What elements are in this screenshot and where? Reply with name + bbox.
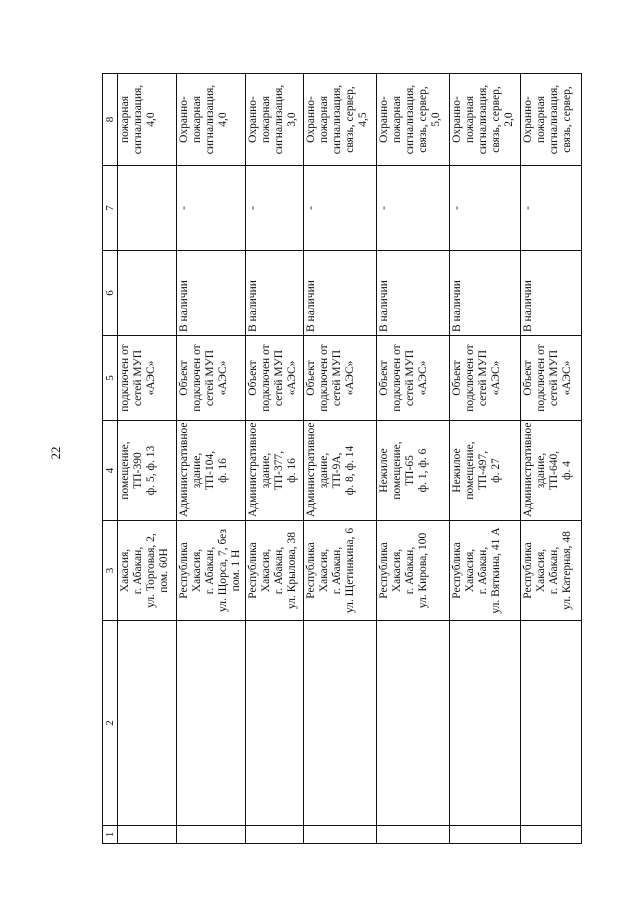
cell-text-line: Республика <box>177 542 190 599</box>
cell-text-line: ул. Щетинкина, 6 <box>344 527 357 614</box>
cell-text-line: 5,0 <box>430 112 443 127</box>
cell-col-4 <box>118 421 177 521</box>
cell-text-line: - <box>522 206 535 210</box>
cell-text-line: сетей МУП <box>203 349 216 407</box>
cell-text-line: Охранно- <box>305 96 318 143</box>
table-row <box>245 74 304 844</box>
table-row <box>521 74 582 844</box>
cell-text-line: ф. 5, ф. 13 <box>145 445 157 496</box>
cell-text-line: связь, сервер, <box>417 86 430 153</box>
cell-col-8 <box>304 74 377 166</box>
cell-text-line: ТП-377, <box>272 450 285 491</box>
cell-text-line: Хакасия, <box>391 548 404 593</box>
cell-text-line: пожарная <box>464 96 477 143</box>
cell-text-line: г. Абакан, <box>331 546 344 595</box>
cell-text-line: Объект <box>378 360 391 396</box>
cell-col-5 <box>377 336 450 421</box>
cell-col-5 <box>304 336 377 421</box>
cell-text-line: - <box>305 206 318 210</box>
cell-text-line: 4,0 <box>145 112 157 127</box>
header-col-6: 6 <box>103 251 118 336</box>
cell-col-2 <box>304 621 377 826</box>
cell-col-1 <box>304 826 377 844</box>
cell-text-line: «АЭС» <box>344 360 357 396</box>
cell-col-2 <box>450 621 521 826</box>
cell-text-line: - <box>378 206 391 210</box>
cell-col-5 <box>521 336 582 421</box>
cell-col-5 <box>118 336 177 421</box>
cell-text-line: Охранно- <box>246 96 259 143</box>
cell-col-6 <box>521 251 582 336</box>
cell-text-line: помещение, <box>391 441 404 500</box>
table-container <box>102 74 582 844</box>
cell-col-8 <box>377 74 450 166</box>
cell-text-line: 3,0 <box>285 112 298 127</box>
cell-text-line: ТП-9А, <box>331 452 344 489</box>
cell-text-line: сигнализация, <box>203 84 216 155</box>
header-col-3: 3 <box>103 521 118 621</box>
cell-col-2 <box>377 621 450 826</box>
cell-col-6 <box>118 251 177 336</box>
cell-text-line: Республика <box>378 542 391 599</box>
cell-text-line: 4,0 <box>216 112 229 127</box>
cell-text-line: Хакасия, <box>119 548 131 593</box>
cell-col-4 <box>245 421 304 521</box>
cell-col-7 <box>304 166 377 251</box>
header-col-2: 2 <box>103 621 118 826</box>
cell-text-line: Хакасия, <box>535 548 548 593</box>
cell-text-line: 4,5 <box>357 112 370 127</box>
cell-text-line: ул. Торговая, 2, <box>145 533 157 608</box>
cell-text-line: сигнализация, <box>132 84 144 155</box>
cell-text-line: подключен от <box>391 344 404 412</box>
cell-col-1 <box>176 826 245 844</box>
cell-text-line: - <box>177 206 190 210</box>
cell-text-line: пом. 60Н <box>158 548 170 593</box>
cell-text-line: подключен от <box>259 344 272 412</box>
cell-col-7 <box>176 166 245 251</box>
cell-col-3 <box>245 521 304 621</box>
table-row <box>176 74 245 844</box>
cell-text-line: «АЭС» <box>216 360 229 396</box>
cell-text-line: связь, сервер, <box>490 86 503 153</box>
cell-text-line: «АЭС» <box>561 360 574 396</box>
cell-text-line: ул. Щорса, 7, без <box>216 529 229 612</box>
cell-text-line: 2,0 <box>503 112 516 127</box>
cell-text-line: сигнализация, <box>331 84 344 155</box>
cell-text-line: г. Абакан, <box>548 546 561 595</box>
cell-text-line: Объект <box>305 360 318 396</box>
cell-text-line: подключен от <box>464 344 477 412</box>
cell-col-8 <box>450 74 521 166</box>
cell-col-6 <box>245 251 304 336</box>
cell-text-line: пожарная <box>259 96 272 143</box>
cell-text-line: Объект <box>522 360 535 396</box>
cell-text-line: сетей МУП <box>477 349 490 407</box>
cell-text-line: связь, сервер, <box>561 86 574 153</box>
cell-col-2 <box>245 621 304 826</box>
cell-col-5 <box>450 336 521 421</box>
cell-text-line: г. Абакан, <box>272 546 285 595</box>
cell-text-line: ф. 27 <box>490 458 503 483</box>
cell-text-line: Административное <box>305 422 318 517</box>
cell-text-line: Административное <box>246 422 259 517</box>
cell-text-line: подключен от <box>119 344 131 412</box>
cell-text-line: здание, <box>535 452 548 489</box>
cell-text-line: - <box>246 206 259 210</box>
cell-text-line: ул. Вяткина, 41 А <box>490 527 503 614</box>
cell-text-line: подключен от <box>190 344 203 412</box>
page-number: 22 <box>48 446 63 460</box>
cell-col-8 <box>521 74 582 166</box>
cell-text-line: Республика <box>246 542 259 599</box>
cell-text-line: «АЭС» <box>285 360 298 396</box>
cell-col-6 <box>304 251 377 336</box>
cell-text-line: подключен от <box>535 344 548 412</box>
cell-text-line: Республика <box>305 542 318 599</box>
cell-text-line: «АЭС» <box>417 360 430 396</box>
cell-col-8 <box>118 74 177 166</box>
cell-text-line: г. Абакан, <box>404 546 417 595</box>
cell-col-7 <box>377 166 450 251</box>
cell-text-line: Нежилое <box>451 448 464 493</box>
cell-text-line: ф. 16 <box>216 458 229 483</box>
cell-col-1 <box>450 826 521 844</box>
cell-text-line: В наличии <box>246 280 259 332</box>
cell-text-line: ф. 1, ф. 6 <box>417 448 430 493</box>
cell-text-line: В наличии <box>177 280 190 332</box>
cell-text-line: сетей МУП <box>404 349 417 407</box>
cell-text-line: В наличии <box>451 280 464 332</box>
header-col-1: 1 <box>103 826 118 844</box>
cell-text-line: Охранно- <box>451 96 464 143</box>
facilities-table <box>102 73 582 844</box>
cell-text-line: здание, <box>259 452 272 489</box>
cell-text-line: Охранно- <box>378 96 391 143</box>
cell-col-6 <box>377 251 450 336</box>
cell-col-4 <box>304 421 377 521</box>
cell-col-8 <box>176 74 245 166</box>
cell-col-5 <box>245 336 304 421</box>
header-col-7: 7 <box>103 166 118 251</box>
cell-text-line: ф. 8, ф. 14 <box>344 445 357 496</box>
cell-text-line: Хакасия, <box>464 548 477 593</box>
cell-text-line: г. Абакан, <box>477 546 490 595</box>
cell-text-line: г. Абакан, <box>203 546 216 595</box>
cell-text-line: пожарная <box>318 96 331 143</box>
cell-text-line: «АЭС» <box>490 360 503 396</box>
header-col-4: 4 <box>103 421 118 521</box>
cell-text-line: помещение, <box>119 441 131 500</box>
cell-text-line: Хакасия, <box>318 548 331 593</box>
cell-text-line: помещение, <box>464 441 477 500</box>
cell-text-line: ф. 4 <box>561 461 574 480</box>
cell-text-line: сигнализация, <box>272 84 285 155</box>
cell-text-line: Административное <box>522 422 535 517</box>
cell-text-line: Объект <box>177 360 190 396</box>
cell-text-line: сигнализация, <box>477 84 490 155</box>
cell-text-line: Охранно- <box>177 96 190 143</box>
cell-text-line: ТП-104, <box>203 450 216 491</box>
cell-col-1 <box>118 826 177 844</box>
table-row <box>304 74 377 844</box>
cell-col-4 <box>377 421 450 521</box>
cell-text-line: - <box>451 206 464 210</box>
cell-text-line: Административное <box>177 422 190 517</box>
cell-text-line: пожарная <box>535 96 548 143</box>
cell-text-line: В наличии <box>378 280 391 332</box>
table-body <box>118 74 582 844</box>
cell-text-line: здание, <box>318 452 331 489</box>
cell-col-3 <box>521 521 582 621</box>
table-row <box>118 74 177 844</box>
cell-text-line: Республика <box>451 542 464 599</box>
cell-col-3 <box>118 521 177 621</box>
cell-col-7 <box>450 166 521 251</box>
cell-col-1 <box>377 826 450 844</box>
cell-col-4 <box>450 421 521 521</box>
cell-col-5 <box>176 336 245 421</box>
cell-text-line: ТП-640, <box>548 450 561 491</box>
cell-col-6 <box>450 251 521 336</box>
cell-text-line: ул. Катерная, 48 <box>561 531 574 610</box>
cell-text-line: ул. Кирова, 100 <box>417 532 430 609</box>
cell-col-8 <box>245 74 304 166</box>
table-row <box>377 74 450 844</box>
cell-text-line: Охранно- <box>522 96 535 143</box>
cell-col-7 <box>521 166 582 251</box>
cell-col-1 <box>521 826 582 844</box>
cell-col-1 <box>245 826 304 844</box>
cell-text-line: пом. 1 Н <box>229 549 242 592</box>
cell-text-line: ул. Крылова, 38 <box>285 532 298 610</box>
cell-text-line: Объект <box>451 360 464 396</box>
cell-text-line: пожарная <box>190 96 203 143</box>
cell-text-line: связь, сервер, <box>344 86 357 153</box>
cell-text-line: сетей МУП <box>132 349 144 407</box>
header-col-5: 5 <box>103 336 118 421</box>
cell-text-line: Объект <box>246 360 259 396</box>
header-col-8: 8 <box>103 74 118 166</box>
cell-text-line: сетей МУП <box>331 349 344 407</box>
cell-text-line: сетей МУП <box>548 349 561 407</box>
cell-col-3 <box>176 521 245 621</box>
cell-text-line: Нежилое <box>378 448 391 493</box>
cell-text-line: В наличии <box>522 280 535 332</box>
table-row <box>450 74 521 844</box>
header-row <box>103 74 118 844</box>
cell-text-line: Хакасия, <box>259 548 272 593</box>
cell-col-2 <box>118 621 177 826</box>
cell-col-4 <box>176 421 245 521</box>
cell-text-line: ТП-497, <box>477 450 490 491</box>
cell-text-line: сигнализация, <box>548 84 561 155</box>
cell-text-line: ТП-65 <box>404 455 417 486</box>
cell-col-4 <box>521 421 582 521</box>
rotated-table-frame <box>102 74 582 844</box>
cell-text-line: пожарная <box>119 96 131 143</box>
cell-col-6 <box>176 251 245 336</box>
cell-text-line: ТП-390 <box>132 452 144 489</box>
cell-text-line: Республика <box>522 542 535 599</box>
cell-col-3 <box>450 521 521 621</box>
cell-text-line: сетей МУП <box>272 349 285 407</box>
cell-text-line: ф. 16 <box>285 458 298 483</box>
cell-col-2 <box>521 621 582 826</box>
cell-col-3 <box>304 521 377 621</box>
cell-col-7 <box>245 166 304 251</box>
cell-col-7 <box>118 166 177 251</box>
cell-col-2 <box>176 621 245 826</box>
cell-text-line: сигнализация, <box>404 84 417 155</box>
cell-text-line: «АЭС» <box>145 360 157 396</box>
cell-text-line: Хакасия, <box>190 548 203 593</box>
cell-text-line: пожарная <box>391 96 404 143</box>
cell-text-line: г. Абакан, <box>132 546 144 595</box>
cell-text-line: здание, <box>190 452 203 489</box>
cell-text-line: подключен от <box>318 344 331 412</box>
cell-text-line: В наличии <box>305 280 318 332</box>
cell-col-3 <box>377 521 450 621</box>
